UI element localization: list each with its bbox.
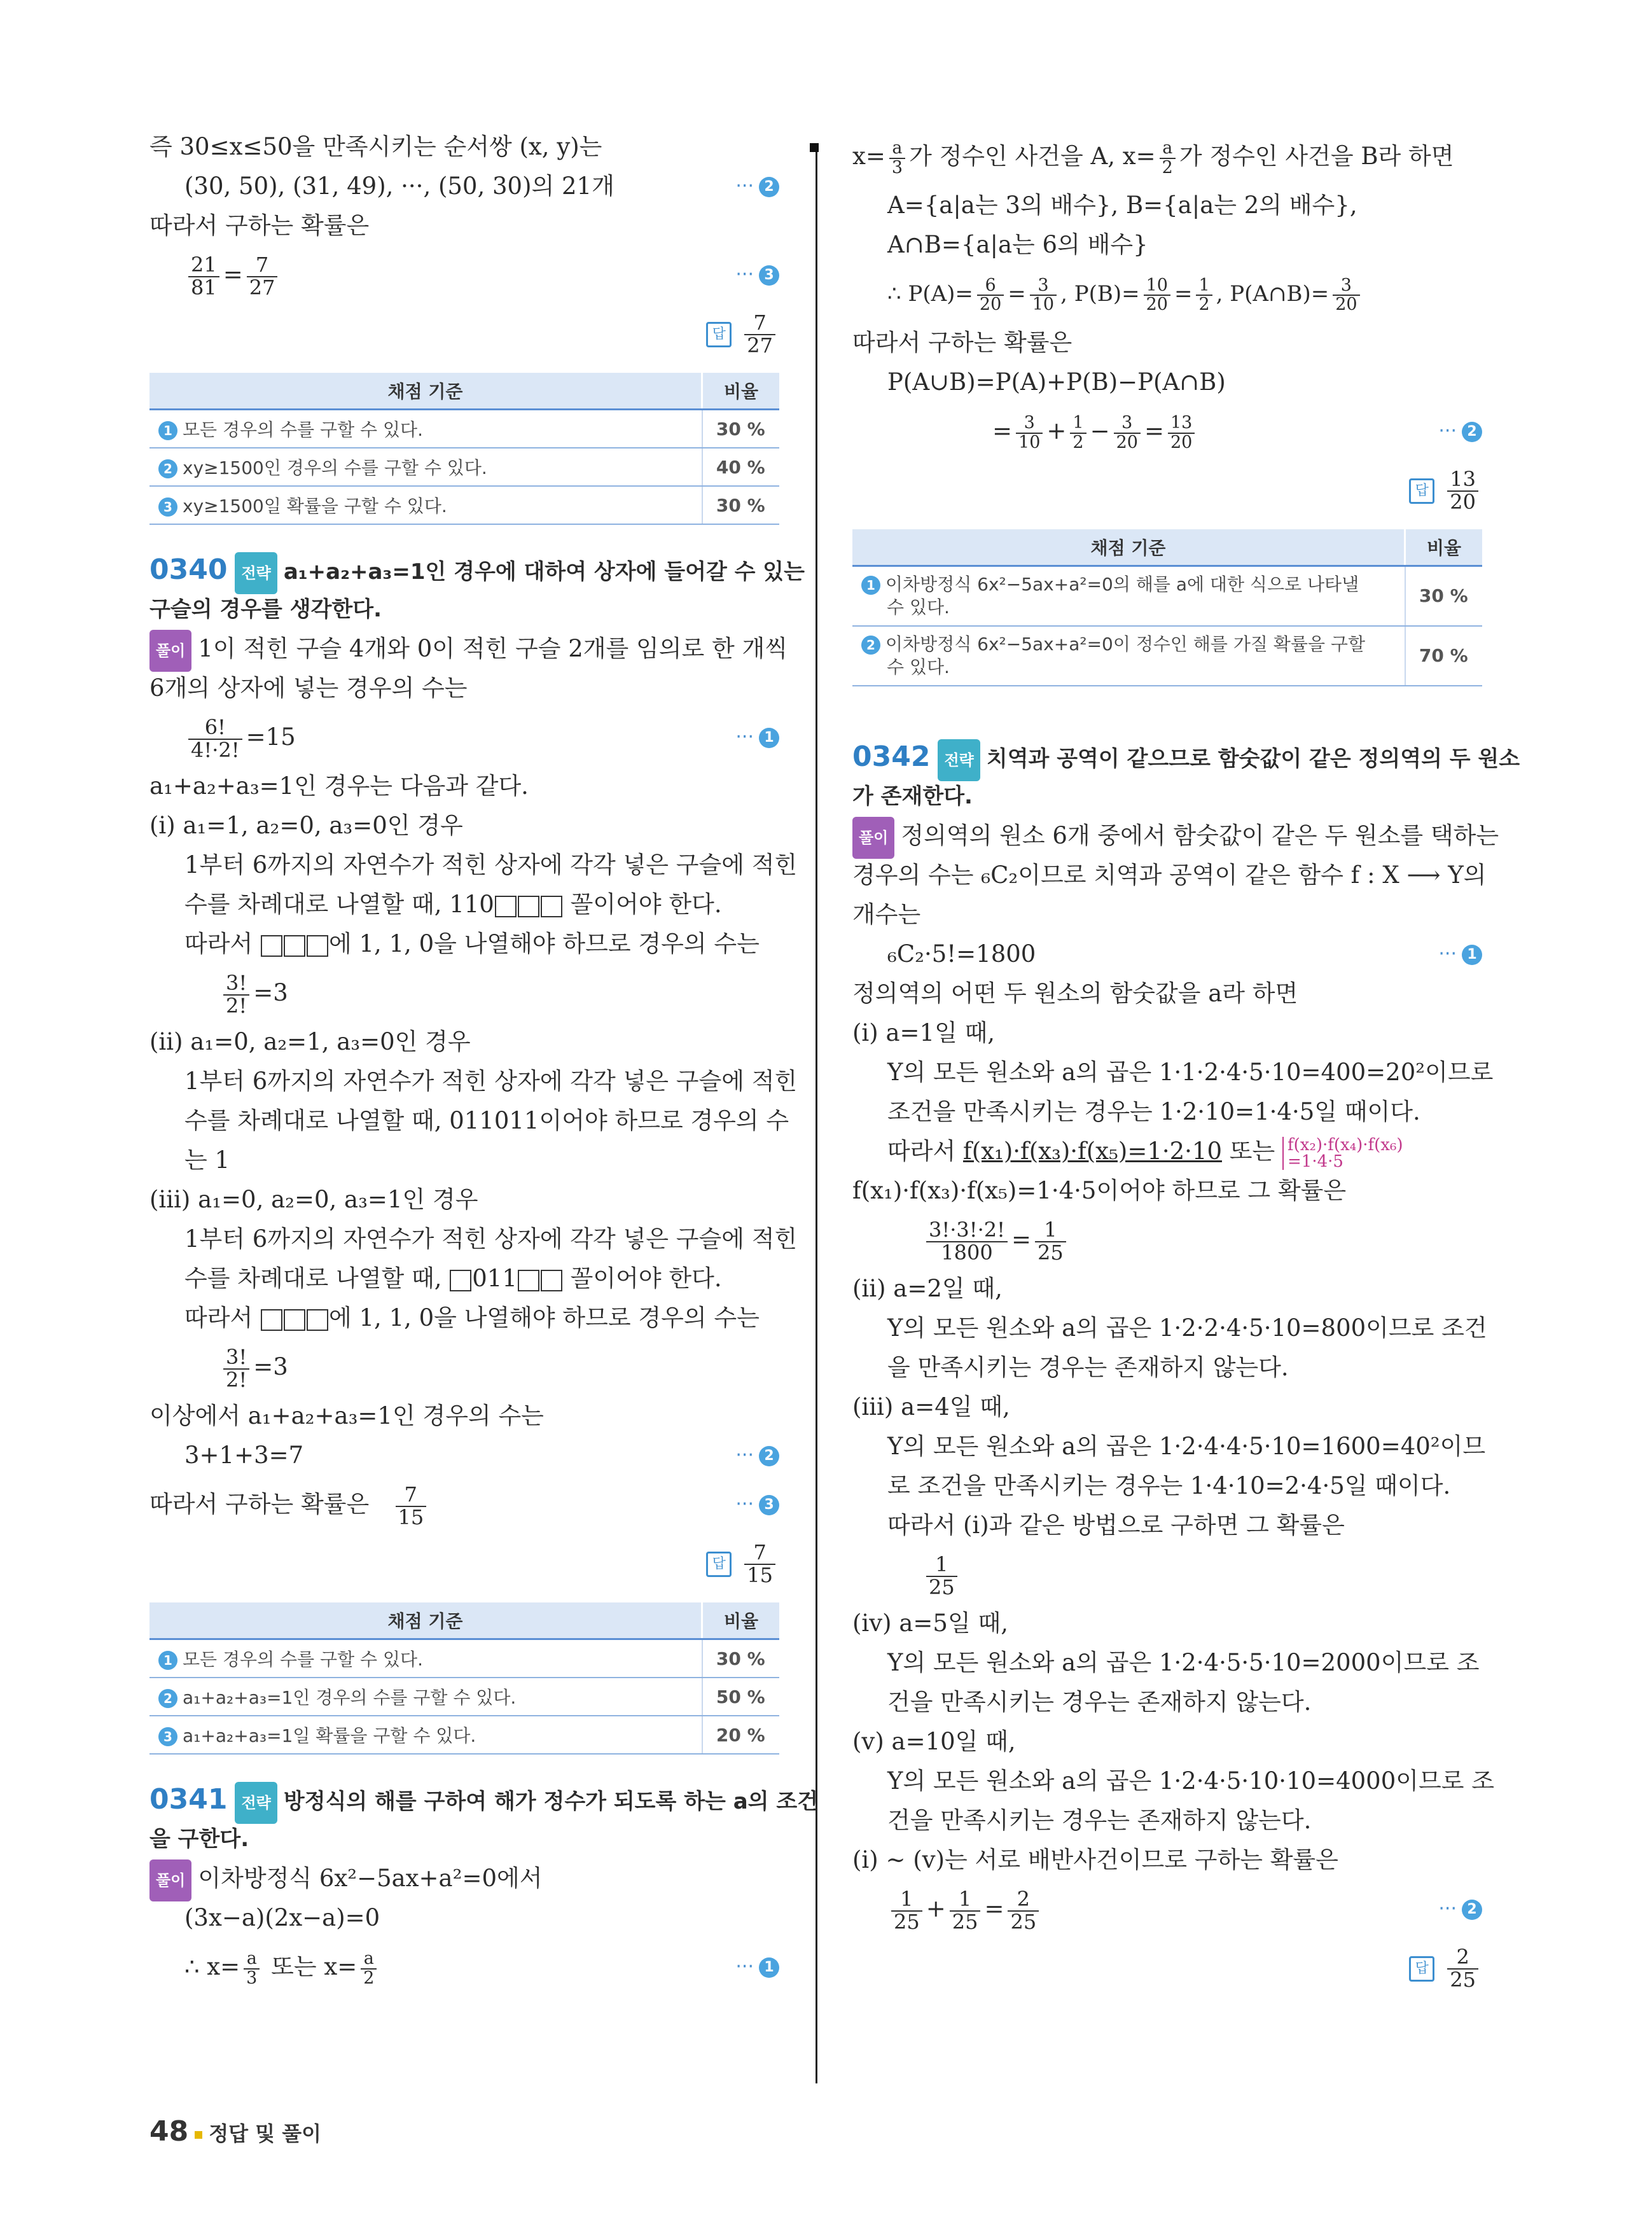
text-line [149,924,779,964]
underlined-equation: f(x₁)·f(x₃)·f(x₅)=1·2·10 [963,1137,1222,1165]
dots: ··· [1438,943,1457,965]
step-number: 2 [158,459,177,478]
answer-icon: 답 [706,1552,732,1577]
ratio: 30 % [702,410,780,448]
denominator: 25 [952,1909,978,1934]
text: 또는 [1222,1137,1275,1165]
numerator: 3! [223,973,249,996]
case-heading: (ⅰ) a=1일 때, [852,1019,996,1046]
case-heading: (ⅲ) a₁=0, a₂=0, a₃=1인 경우 [149,1186,478,1213]
numerator: 13 [1168,414,1195,433]
criterion: xy≥1500인 경우의 수를 구할 수 있다. [183,457,487,478]
equation-line: P(A∪B)=P(A)+P(B)−P(A∩B) [887,368,1226,396]
equation-line: $\frac{1}{25}$ + $\frac{1}{25}$ = $\frac{2}{25}$ ··· 2 [852,1880,1482,1938]
criterion: 이차방정식 6x²−5ax+a²=0이 정수인 해를 가질 확률을 구할 [885,634,1366,655]
fraction [188,254,219,298]
numerator: 3 [1030,277,1057,296]
text: 정의역의 원소 6개 중에서 함숫값이 같은 두 원소를 택하는 [901,822,1499,849]
table-row [149,486,779,524]
blank-box [518,896,539,917]
text-line [852,816,1499,856]
problem-heading [852,737,1520,777]
text: 수를 차례대로 나열할 때, [184,1265,442,1292]
step-number: 2 [759,1446,779,1466]
equation-line [149,1938,779,1996]
dots: ··· [735,1444,754,1466]
dots: ··· [1438,420,1457,442]
fraction [1196,277,1212,314]
step-number: 1 [158,421,177,440]
table-row [149,448,779,486]
equation-line: (3x−a)(2x−a)=0 [184,1904,380,1931]
numerator: 13 [1447,469,1478,492]
equation-line [852,935,1482,974]
text-line: 1부터 6까지의 자연수가 적힌 상자에 각각 넣은 구슬에 적힌 [184,1225,798,1253]
criterion: 이차방정식 6x²−5ax+a²=0의 해를 a에 대한 식으로 나타낼 [885,574,1359,595]
text-line: 건을 만족시키는 경우는 존재하지 않는다. [887,1807,1312,1834]
fraction [396,1484,427,1528]
fraction [1160,139,1176,177]
numerator: 7 [247,254,278,277]
text-line: A∩B={a|a는 6의 배수} [887,231,1148,258]
fraction [926,1217,1008,1265]
denominator: 27 [747,333,773,358]
text: 따라서 구하는 확률은 [149,1491,370,1518]
text: x= [852,142,885,170]
strategy-text: 가 존재한다. [852,784,973,809]
numerator: 1 [926,1554,957,1577]
fraction [1114,414,1141,452]
step-number: 2 [861,636,880,655]
criterion: 모든 경우의 수를 구할 수 있다. [183,1649,423,1670]
left-column [149,127,819,1996]
text: 꼴이어야 한다. [570,891,722,918]
column-divider-mark [810,143,819,152]
right-column [852,127,1520,1996]
dots: ··· [735,263,754,286]
numerator: 1 [1196,277,1212,296]
numerator: 10 [1144,277,1170,296]
text: , P(B)= [1060,281,1140,307]
denominator: 15 [747,1562,773,1587]
fraction [889,139,905,177]
text-line: 조건을 만족시키는 경우는 1·2·10=1·4·5일 때이다. [887,1098,1420,1125]
denominator: 10 [1032,295,1055,314]
denominator: 25 [1038,1240,1064,1265]
denominator: 25 [1010,1909,1037,1934]
problem-number: 0341 [149,1783,228,1816]
table-row [852,566,1482,627]
ratio: 70 % [1405,626,1483,686]
step-marker [735,708,779,767]
criterion: a₁+a₂+a₃=1인 경우의 수를 구할 수 있다. [183,1687,517,1708]
text: 따라서 [887,1137,963,1165]
fraction [1168,414,1195,452]
table-row [149,1678,779,1716]
footer-label: 정답 및 풀이 [209,2122,322,2146]
equation-line [149,1338,779,1396]
blank-box [518,1270,539,1291]
fraction [1333,277,1359,314]
fraction [744,312,775,356]
denominator: 20 [979,295,1002,314]
numerator: a [889,139,905,158]
step-number: 1 [759,1957,779,1978]
strategy-tag: 전략 [235,552,277,594]
result: =3 [253,1353,288,1380]
page-footer [149,2115,321,2148]
numerator: 3 [1114,414,1141,433]
table-header: 비율 [702,373,780,410]
fraction [950,1886,981,1934]
case-heading: (ⅲ) a=4일 때, [852,1393,1010,1421]
equation-line: $\frac{3!\cdot 3!\cdot 2!}{1800}$ = $\frac{1}{25}$ [852,1211,1482,1269]
fraction [247,254,278,298]
text-line: (ⅰ) ~ (ⅴ)는 서로 배반사건이므로 구하는 확률은 [852,1846,1338,1873]
equation-line [149,1475,779,1534]
table-row [149,1639,779,1678]
answer [149,1534,779,1591]
blank-box [307,1309,328,1331]
ratio: 20 % [702,1716,780,1754]
answer-icon: 답 [706,322,732,347]
fraction [926,1554,957,1598]
denominator: 20 [1335,295,1357,314]
text-line [149,885,779,924]
fraction [223,1344,249,1392]
dots: ··· [735,1956,754,1978]
equation-line: = $\frac{3}{10}$ + $\frac{1}{2}$ − $\frac{3}{20}$ = $\frac{13}{20}$ ··· 2 [852,402,1482,461]
numerator: 1 [1035,1220,1066,1242]
text-line [149,1859,779,1898]
problem-heading [149,1780,819,1819]
numerator: 3! [223,1347,249,1370]
equation-line [149,708,779,767]
text-line [149,1259,779,1298]
equation-line [852,1545,1482,1604]
blank-box [541,896,562,917]
numerator: 1 [950,1889,981,1912]
answer [852,1938,1482,1996]
text-line: 수를 차례대로 나열할 때, 011011이어야 하므로 경우의 수 [184,1107,789,1134]
text-line: Y의 모든 원소와 a의 곱은 1·2·4·4·5·10=1600=40²이므 [887,1433,1486,1460]
problem-heading [149,550,805,590]
text: 에 1, 1, 0을 나열해야 하므로 경우의 수는 [329,930,760,957]
text-line: Y의 모든 원소와 a의 곱은 1·2·4·5·5·10=2000이므로 조 [887,1649,1480,1676]
answer [149,304,779,361]
numerator: 1 [1070,414,1086,433]
denominator: 1800 [941,1240,993,1265]
case-heading: (ⅴ) a=10일 때, [852,1728,1016,1755]
note-line: =1·4·5 [1288,1151,1343,1171]
numerator: 7 [396,1484,427,1507]
equation-line [852,127,1482,186]
page-number: 48 [149,2115,189,2148]
table-header: 채점 기준 [852,529,1405,566]
strategy-text: 방정식의 해를 구하여 해가 정수가 되도록 하는 a의 조건 [283,1789,819,1814]
equation-line: $\frac{21}{81}$ = $\frac{7}{27}$ ··· 3 [149,246,779,304]
fraction [361,1950,377,1987]
solution-tag: 풀이 [149,1859,191,1901]
answer-icon: 답 [1409,1956,1434,1982]
denominator: 20 [1146,295,1168,314]
numerator: 7 [744,1542,775,1565]
denominator: 25 [1450,1967,1476,1992]
table-header: 비율 [702,1602,780,1639]
criterion-continued: 수 있다. [887,597,950,618]
text: 수를 차례대로 나열할 때, 110 [184,891,494,918]
ratio: 50 % [702,1678,780,1716]
step-number: 2 [158,1689,177,1708]
ratio: 30 % [702,486,780,524]
denominator: 25 [929,1574,955,1599]
table-row [149,410,779,448]
answer-icon: 답 [1409,478,1434,504]
fraction [1447,1944,1478,1992]
step-number: 2 [1462,422,1482,442]
case-heading: (ⅰ) a₁=1, a₂=0, a₃=0인 경우 [149,812,463,839]
criterion-continued: 수 있다. [887,657,950,678]
blank-box [307,935,328,957]
numerator: 6! [188,717,242,740]
denominator: 2! [226,993,247,1018]
text: ∴ x= [184,1953,240,1980]
denominator: 27 [249,275,275,300]
numerator: 7 [744,312,775,335]
numerator: 3 [1016,414,1043,433]
numerator: 3 [1333,277,1359,296]
fraction [1144,277,1170,314]
criterion: a₁+a₂+a₃=1일 확률을 구할 수 있다. [183,1725,476,1746]
step-number: 3 [759,1495,779,1515]
grading-table [149,373,779,525]
text: (30, 50), (31, 49), ···, (50, 30)의 21개 [184,172,614,200]
ratio: 30 % [1405,566,1483,627]
step-marker [735,1436,779,1475]
criterion: 모든 경우의 수를 구할 수 있다. [183,419,423,440]
problem-number: 0342 [852,740,931,773]
text-line: 즉 30≤x≤50을 만족시키는 순서쌍 (x, y)는 [149,133,602,160]
fraction [1447,466,1478,514]
step-marker [735,1475,779,1534]
text-line: 는 1 [184,1146,230,1174]
text: 에 1, 1, 0을 나열해야 하므로 경우의 수는 [329,1304,760,1331]
fraction [223,970,249,1018]
fraction [244,1950,260,1987]
step-number: 1 [861,576,880,595]
step-marker [1438,1880,1482,1938]
text-line: 1부터 6까지의 자연수가 적힌 상자에 각각 넣은 구슬에 적힌 [184,851,798,879]
text: 따라서 [184,930,253,957]
denominator: 81 [191,275,217,300]
result: =3 [253,979,288,1006]
text-line: 따라서 구하는 확률은 [149,212,370,239]
strategy-tag: 전략 [235,1782,277,1824]
denominator: 2 [1072,432,1084,452]
footer-bullet [195,2131,202,2139]
denominator: 4!·2! [191,737,240,762]
answer [852,461,1482,518]
fraction [1030,277,1057,314]
strategy-text: 을 구한다. [149,1826,249,1852]
step-number: 3 [158,497,177,517]
note-line: f(x₂)·f(x₄)·f(x₆) [1288,1135,1403,1155]
equation-line [149,964,779,1022]
blank-box [261,935,282,957]
fraction [891,1886,922,1934]
solution-tag: 풀이 [149,630,191,672]
step-marker [735,1938,779,1996]
denominator: 20 [1116,432,1138,452]
numerator: 2 [1447,1947,1478,1970]
denominator: 20 [1170,432,1193,452]
step-number: 1 [158,1651,177,1670]
strategy-text: a₁+a₂+a₃=1인 경우에 대하여 상자에 들어갈 수 있는 [283,559,805,585]
numerator: 21 [188,254,219,277]
numerator: 1 [891,1889,922,1912]
step-number: 1 [1462,945,1482,965]
numerator: 2 [1008,1889,1039,1912]
table-header: 비율 [1405,529,1483,566]
text-line [149,167,779,206]
step-number: 1 [759,728,779,748]
numerator: 3!·3!·2! [926,1220,1008,1242]
text-line: 정의역의 어떤 두 원소의 함숫값을 a라 하면 [852,980,1298,1007]
step-marker [735,167,779,206]
text-line [149,1298,779,1338]
dots: ··· [735,175,754,197]
step-number: 3 [158,1727,177,1746]
text-line: A={a|a는 3의 배수}, B={a|a는 2의 배수}, [887,191,1357,219]
case-heading: (ⅱ) a₁=0, a₂=1, a₃=0인 경우 [149,1028,471,1055]
blank-box [261,1309,282,1331]
equation-line: ∴ P(A)= $\frac{6}{20}$ = $\frac{3}{10}$ , P(B)= $\frac{10}{20}$ = $\frac{1}{2}$ , P(A∩B)= $\frac{3}{20}$ [852,265,1482,323]
table-header: 채점 기준 [149,1602,702,1639]
text: 011 [472,1265,517,1292]
text-line: Y의 모든 원소와 a의 곱은 1·2·4·5·10·10=4000이므로 조 [887,1767,1494,1795]
problem-number: 0340 [149,553,228,586]
blank-box [495,896,517,917]
case-heading: (ⅱ) a=2일 때, [852,1275,1003,1302]
step-marker [1438,402,1482,461]
fraction [1070,414,1086,452]
denominator: 2 [1162,157,1173,177]
text-line: a₁+a₂+a₃=1인 경우는 다음과 같다. [149,772,529,800]
fraction [1008,1886,1039,1934]
text-line [852,1132,1482,1171]
annotation-note [1282,1137,1403,1170]
strategy-tag: 전략 [938,739,980,781]
step-number: 2 [1462,1900,1482,1920]
fraction [1035,1217,1066,1265]
denominator: 2 [1198,295,1210,314]
step-number: 2 [759,177,779,197]
dots: ··· [735,726,754,748]
text-line: 따라서 (ⅰ)과 같은 방법으로 구하면 그 확률은 [887,1512,1345,1539]
blank-box [284,935,305,957]
text-line: 따라서 구하는 확률은 [852,329,1072,356]
denominator: 2 [363,1968,375,1988]
text-line: 1부터 6까지의 자연수가 적힌 상자에 각각 넣은 구슬에 적힌 [184,1067,798,1095]
solution-tag: 풀이 [852,817,894,859]
table-header: 채점 기준 [149,373,702,410]
fraction [744,1539,775,1587]
fraction [1016,414,1043,452]
text: 가 정수인 사건을 A, x= [909,142,1156,170]
equation-line [149,1436,779,1475]
strategy-text: 치역과 공역이 같으므로 함숫값이 같은 정의역의 두 원소 [986,746,1520,772]
ratio: 40 % [702,448,780,486]
text: 또는 x= [271,1953,357,1980]
denominator: 2! [226,1367,247,1392]
blank-box [284,1309,305,1331]
numerator: 6 [977,277,1004,296]
text-line: 을 만족시키는 경우는 존재하지 않는다. [887,1354,1289,1381]
denominator: 3 [246,1968,258,1988]
case-heading: (ⅳ) a=5일 때, [852,1609,1008,1637]
step-marker [1438,935,1482,974]
text-line: 6개의 상자에 넣는 경우의 수는 [149,674,468,702]
grading-table [852,529,1482,686]
text-line: Y의 모든 원소와 a의 곱은 1·2·2·4·5·10=800이므로 조건 [887,1314,1487,1342]
text-line [149,629,788,669]
numerator: a [244,1950,260,1969]
table-row [852,626,1482,686]
step-number: 3 [759,265,779,286]
text-line: 건을 만족시키는 경우는 존재하지 않는다. [887,1688,1312,1716]
denominator: 3 [891,157,903,177]
text-line: Y의 모든 원소와 a의 곱은 1·1·2·4·5·10=400=20²이므로 [887,1059,1494,1086]
grading-table [149,1602,779,1755]
dots: ··· [735,1493,754,1515]
text: 가 정수인 사건을 B라 하면 [1179,142,1454,170]
text: ₆C₂·5!=1800 [887,940,1036,968]
fraction [188,714,242,762]
text-line: 경우의 수는 ₆C₂이므로 치역과 공역이 같은 함수 f : X ⟶ Y의 [852,861,1487,889]
fraction [977,277,1004,314]
text: 3+1+3=7 [184,1442,304,1469]
table-row [149,1716,779,1754]
text-line: 로 조건을 만족시키는 경우는 1·4·10=2·4·5일 때이다. [887,1472,1451,1499]
numerator: a [1160,139,1176,158]
denominator: 20 [1450,489,1476,514]
blank-box [541,1270,562,1291]
text: 꼴이어야 한다. [570,1265,722,1292]
denominator: 25 [894,1909,920,1934]
ratio: 30 % [702,1639,780,1678]
text: 이차방정식 6x²−5ax+a²=0에서 [198,1865,543,1892]
step-marker [735,246,779,304]
numerator: a [361,1950,377,1969]
result: =15 [246,723,296,751]
denominator: 15 [398,1505,424,1529]
text: 따라서 [184,1304,253,1331]
strategy-text: 구슬의 경우를 생각한다. [149,597,382,622]
text: 1이 적힌 구슬 4개와 0이 적힌 구슬 2개를 임의로 한 개씩 [198,635,788,662]
blank-box [450,1270,471,1291]
text: ∴ P(A)= [887,281,973,307]
text-line: f(x₁)·f(x₃)·f(x₅)=1·4·5이어야 하므로 그 확률은 [852,1177,1347,1204]
denominator: 10 [1018,432,1041,452]
criterion: xy≥1500일 확률을 구할 수 있다. [183,496,447,517]
text-line: 개수는 [852,901,921,928]
dots: ··· [1438,1898,1457,1920]
text: , P(A∩B)= [1216,281,1329,307]
text-line: 이상에서 a₁+a₂+a₃=1인 경우의 수는 [149,1402,544,1429]
